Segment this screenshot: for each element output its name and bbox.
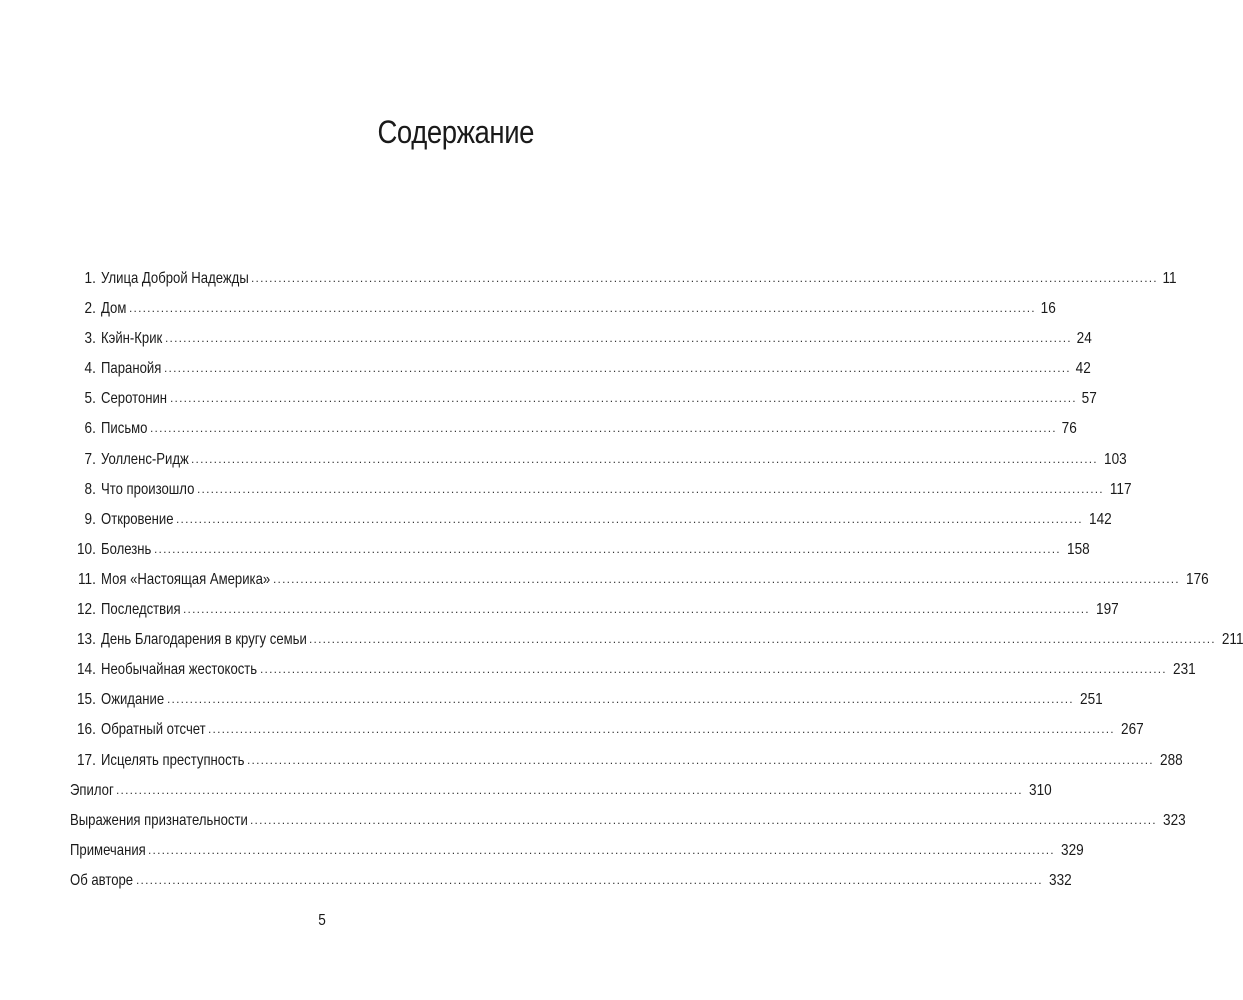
toc-entry-page: 211 [1221,631,1243,649]
dot-leader [251,263,1158,293]
toc-entry[interactable] [70,836,1084,866]
toc-entry-title-text: Эпилог [70,781,114,799]
dot-leader [170,383,1077,413]
toc-entry-title-text: Ожидание [101,691,165,709]
toc-entry-number: 3. [84,330,96,348]
toc-entry-title [101,294,127,324]
toc-entry-page: 76 [1061,420,1077,438]
toc-entry-number: 14. [76,661,96,679]
toc-entry-number: 7. [84,450,96,468]
dot-leader [247,745,1154,775]
toc-entry-number: 13. [76,631,96,649]
toc-entry-title [101,354,162,384]
toc-entry-title-text: Примечания [70,841,146,859]
toc-entry-title [101,414,148,444]
toc-entry-title [101,475,195,505]
toc-entry-title-text: Исцелять преступность [101,751,245,769]
toc-entry[interactable] [70,505,1112,535]
dot-leader [129,293,1036,323]
toc-entry-page: 231 [1172,661,1196,679]
toc-entry[interactable] [70,655,1196,685]
table-of-contents [70,264,1243,896]
toc-entry[interactable] [70,685,1103,715]
toc-entry-page: 142 [1088,510,1112,528]
toc-entry-title-text: Серотонин [101,390,168,408]
toc-entry[interactable] [70,294,1056,324]
toc-entry-number: 15. [76,691,96,709]
dot-leader [154,534,1061,564]
toc-entry-title [101,324,163,354]
toc-entry-title [70,836,146,866]
toc-entry-title-text: Кэйн-Крик [101,330,163,348]
toc-entry-title [101,746,245,776]
dot-leader [273,564,1180,594]
toc-entry-title-text: Об авторе [70,871,134,889]
toc-entry-page: 251 [1079,691,1103,709]
toc-entry-title-text: Улица Доброй Надежды [101,270,249,287]
dot-leader [183,594,1090,624]
toc-entry[interactable] [70,595,1119,625]
toc-entry-number: 1. [84,270,96,287]
toc-entry-page: 329 [1060,841,1084,859]
dot-leader [150,413,1057,443]
toc-entry[interactable] [70,384,1097,414]
toc-entry-title-text: Последствия [101,601,181,619]
toc-entry-number: 16. [76,721,96,739]
toc-entry-page: 42 [1075,360,1091,378]
toc-entry-page: 103 [1103,450,1127,468]
toc-entry-title-text: Необычайная жестокость [101,661,258,679]
toc-entry-title [101,535,152,565]
toc-entry-title [101,655,258,685]
dot-leader [167,684,1074,714]
toc-entry-number: 2. [84,300,96,318]
toc-entry-page: 11 [1162,270,1177,287]
toc-entry[interactable] [70,414,1077,444]
dot-leader [208,714,1115,744]
toc-entry-page: 323 [1162,811,1186,829]
toc-entry-number: 6. [84,420,96,438]
toc-entry-title [101,384,168,414]
toc-entry-page: 267 [1120,721,1144,739]
toc-entry-title [101,685,165,715]
dot-leader [165,323,1072,353]
toc-entry[interactable] [70,715,1144,745]
toc-entry-title-text: Дом [101,300,127,318]
toc-entry[interactable] [70,264,1177,294]
page-title: Содержание [377,114,534,150]
toc-entry-title-text: Моя «Настоящая Америка» [101,570,271,588]
toc-entry[interactable] [70,324,1092,354]
toc-entry-title [70,866,134,896]
toc-entry-title [101,445,189,475]
dot-leader [136,865,1043,895]
toc-entry-title-text: Выражения признательности [70,811,248,829]
toc-entry-page: 158 [1066,540,1090,558]
toc-entry-number: 11. [77,570,96,588]
dot-leader [197,474,1104,504]
dot-leader [309,624,1216,654]
toc-entry-title-text: Обратный отсчет [101,721,206,739]
dot-leader [176,504,1083,534]
dot-leader [250,805,1157,835]
toc-entry-number: 9. [84,510,96,528]
toc-entry-number: 4. [84,360,96,378]
toc-entry[interactable] [70,475,1132,505]
toc-entry-title-text: Письмо [101,420,148,438]
toc-entry-title-text: Болезнь [101,540,152,558]
dot-leader [164,353,1071,383]
dot-leader [191,444,1098,474]
toc-entry[interactable] [70,565,1209,595]
dot-leader [116,775,1023,805]
page-number: 5 [318,912,326,929]
toc-entry-page: 197 [1095,601,1119,619]
toc-entry-title [70,776,114,806]
toc-entry[interactable] [70,806,1186,836]
toc-entry[interactable] [70,776,1052,806]
toc-entry-title-text: Паранойя [101,360,162,378]
toc-entry[interactable] [70,746,1183,776]
toc-entry[interactable] [70,354,1091,384]
toc-entry[interactable] [70,625,1243,655]
toc-entry-title [101,505,174,535]
toc-entry-title-text: День Благодарения в кругу семьи [101,631,307,649]
toc-entry-number: 12. [76,601,96,619]
toc-entry[interactable] [70,866,1072,896]
toc-entry-number: 10. [76,540,96,558]
toc-entry-page: 16 [1040,300,1056,318]
toc-entry-page: 310 [1028,781,1052,799]
toc-entry-title [70,806,248,836]
toc-entry-number: 8. [84,480,96,498]
toc-entry-title-text: Уолленс-Ридж [101,450,189,468]
toc-entry-title [101,625,307,655]
toc-entry-number: 5. [84,390,96,408]
toc-entry-page: 332 [1048,871,1072,889]
toc-entry-title-text: Откровение [101,510,174,528]
toc-entry-page: 117 [1109,480,1132,498]
toc-entry-title [101,715,206,745]
dot-leader [260,654,1167,684]
toc-entry[interactable] [70,535,1090,565]
toc-entry-title [101,565,271,595]
toc-entry-page: 176 [1185,570,1209,588]
toc-entry-page: 288 [1159,751,1183,769]
toc-entry-title-text: Что произошло [101,480,195,498]
toc-entry[interactable] [70,445,1127,475]
toc-entry-number: 17. [76,751,96,769]
dot-leader [148,835,1055,865]
toc-entry-page: 24 [1076,330,1092,348]
toc-entry-title [101,595,181,625]
toc-entry-page: 57 [1081,390,1097,408]
toc-entry-title [101,264,249,294]
